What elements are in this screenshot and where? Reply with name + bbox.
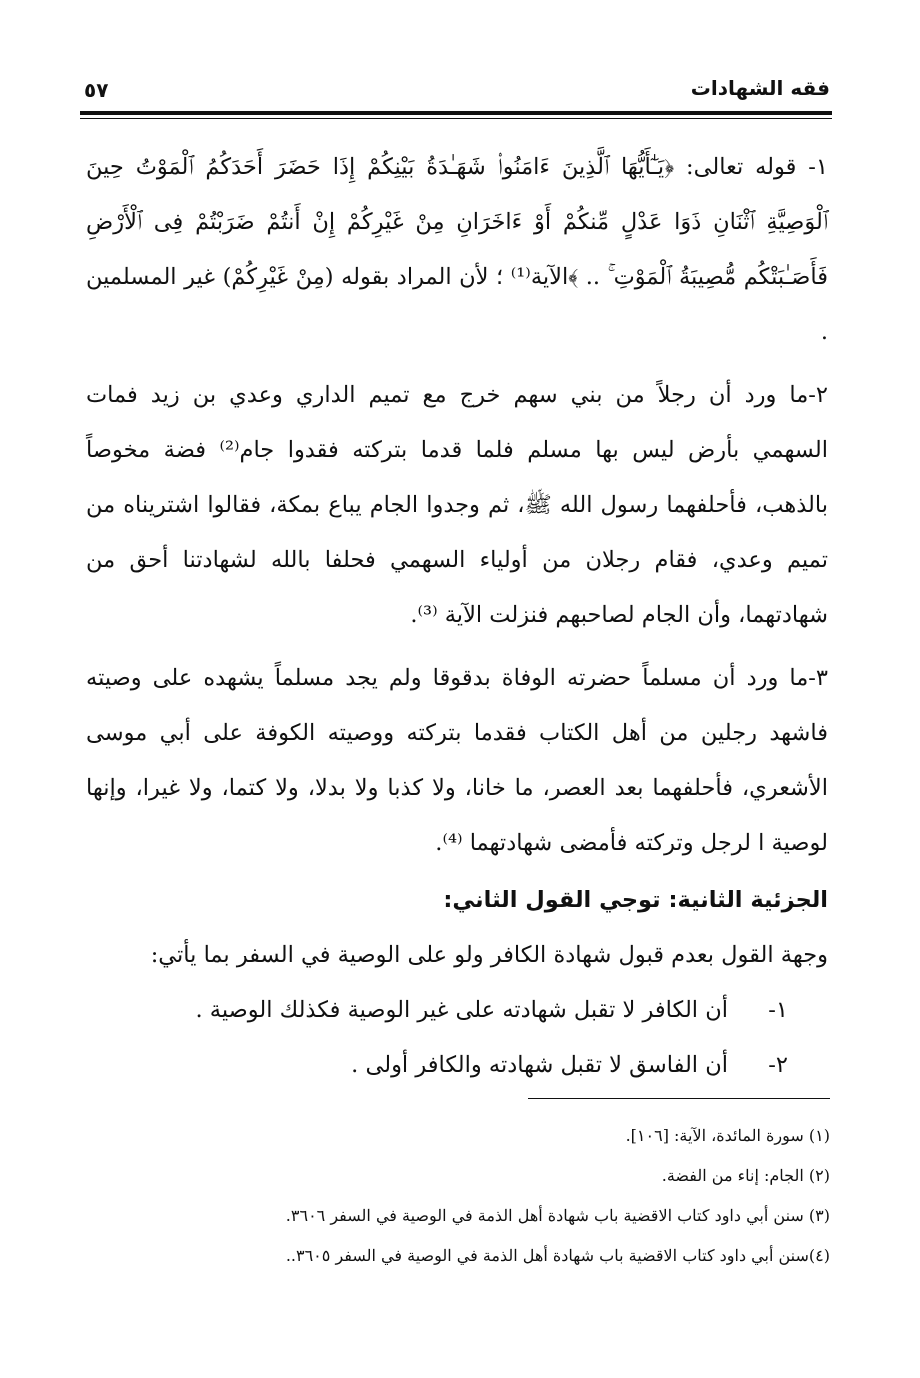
- main-text: [86, 140, 828, 1093]
- page-header: [82, 68, 830, 112]
- footnote-1: (١) سورة المائدة، الآية: [١٠٦].: [625, 1126, 830, 1145]
- page-number: ٥٧: [84, 78, 109, 102]
- footnote-separator: [528, 1098, 830, 1099]
- section-heading: الجزئية الثانية: توجي القول الثاني:: [443, 887, 828, 913]
- list-item: [86, 1038, 828, 1093]
- list-item-text: أن الفاسق لا تقبل شهادته والكافر أولى .: [351, 1052, 728, 1078]
- list-item: [86, 983, 828, 1038]
- paragraph-3: ٣-ما ورد أن مسلماً حضرته الوفاة بدقوقا ولم يجد مسلماً يشهده على وصيته فاشهد رجلين من أهل الكتاب فقدما بتركته ووصيته الكوفة على أبي موسى الأشعري، فأحلفهما بعد العصر، ما خانا، ولا كذبا ولا بدلا، ولا كتما، ولا غيرا، وإنها لوصية ا لرجل وتركته فأمضى شهادتهما ⁽⁴⁾.: [86, 665, 828, 856]
- paragraph-2: ٢-ما ورد أن رجلاً من بني سهم خرج مع تميم الداري وعدي بن زيد فمات السهمي بأرض ليس بها مسلم فلما قدما بتركته فقدوا جام⁽²⁾ فضة مخوصاً بالذهب، فأحلفهما رسول الله ﷺ، ثم وجدوا الجام يباع بمكة، فقالوا اشتريناه من تميم وعدي، فقام رجلان من أولياء السهمي فحلفا بالله لشهادتنا أحق من شهادتهما، وأن الجام لصاحبهم فنزلت الآية ⁽³⁾.: [86, 382, 828, 628]
- list-marker: ١-: [768, 997, 788, 1023]
- footnote-2: (٢) الجام: إناء من الفضة.: [661, 1166, 830, 1185]
- list-marker: ٢-: [768, 1052, 788, 1078]
- running-title: فقه الشهادات: [690, 76, 830, 100]
- reasons-list: [86, 983, 828, 1093]
- footnote-3: (٣) سنن أبي داود كتاب الاقضية باب شهادة أهل الذمة في الوصية في السفر ٣٦٠٦.: [285, 1206, 830, 1225]
- paragraph-4: وجهة القول بعدم قبول شهادة الكافر ولو على الوصية في السفر بما يأتي:: [150, 942, 828, 968]
- footnote-4: (٤)سنن أبي داود كتاب الاقضية باب شهادة أهل الذمة في الوصية في السفر ٣٦٠٥..: [285, 1246, 830, 1265]
- list-item-text: أن الكافر لا تقبل شهادته على غير الوصية فكذلك الوصية .: [195, 997, 728, 1023]
- paragraph-1: ١- قوله تعالى: ﴿يَـٰٓأَيُّهَا ٱلَّذِينَ ءَامَنُوا۟ شَهَـٰدَةُ بَيْنِكُمْ إِذَا حَضَرَ أَحَدَكُمُ ٱلْمَوْتُ حِينَ ٱلْوَصِيَّةِ ٱثْنَانِ ذَوَا عَدْلٍ مِّنكُمْ أَوْ ءَاخَرَانِ مِنْ غَيْرِكُمْ إِنْ أَنتُمْ ضَرَبْتُمْ فِى ٱلْأَرْضِ فَأَصَـٰبَتْكُم مُّصِيبَةُ ٱلْمَوْتِ ۚ .. ﴾الآية⁽¹⁾ ؛ لأن المراد بقوله (مِنْ غَيْرِكُمْ) غير المسلمين .: [86, 154, 828, 345]
- footnotes: [150, 1116, 830, 1276]
- header-rule-thin: [80, 118, 832, 119]
- header-rule-thick: [80, 111, 832, 115]
